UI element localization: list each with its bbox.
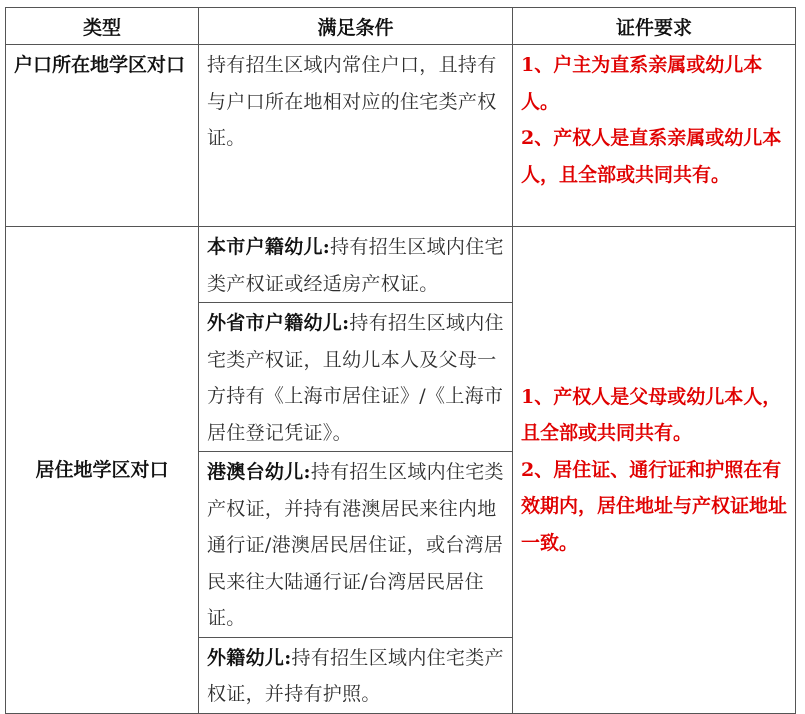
condition-label: 外省市户籍幼儿: xyxy=(207,312,350,334)
condition-label: 港澳台幼儿: xyxy=(207,461,311,483)
condition-body: 持有招生区域内住宅类产权证，且幼儿本人及父母一方持有《上海市居住证》/《上海市居住登记凭证》。 xyxy=(207,312,504,444)
condition-cell xyxy=(199,303,513,452)
table-row xyxy=(6,227,796,303)
condition-cell xyxy=(199,637,513,713)
condition-cell xyxy=(199,45,513,227)
condition-text xyxy=(199,452,512,637)
type-label: 居住地学区对口 xyxy=(35,458,169,481)
requirement-item: 1、产权人是父母或幼儿本人，且全部或共同共有。 xyxy=(521,385,782,444)
type-cell-hukou xyxy=(6,45,199,227)
condition-cell xyxy=(199,452,513,638)
requirement-item: 2、产权人是直系亲属或幼儿本人，且全部或共同共有。 xyxy=(521,127,782,186)
type-label: 户口所在地学区对口 xyxy=(14,54,186,76)
condition-body: 持有招生区域内住宅类产权证，并持有护照。 xyxy=(207,646,504,705)
requirements-cell xyxy=(513,227,796,714)
requirements-cell xyxy=(513,45,796,227)
enrollment-requirements-table xyxy=(5,7,796,714)
header-requirements: 证件要求 xyxy=(513,8,796,45)
header-type: 类型 xyxy=(6,8,199,45)
condition-text xyxy=(199,227,512,302)
table-header-row xyxy=(6,8,796,45)
requirement-item: 1、户主为直系亲属或幼儿本人。 xyxy=(521,54,763,113)
condition-cell xyxy=(199,227,513,303)
condition-body: 持有招生区域内住宅类产权证，并持有港澳居民来往内地通行证/港澳居民居住证，或台湾居民来往大陆通行证/台湾居民居住证。 xyxy=(207,461,504,629)
condition-text xyxy=(199,303,512,451)
header-condition: 满足条件 xyxy=(199,8,513,45)
condition-text: 持有招生区域内常住户口，且持有与户口所在地相对应的住宅类产权证。 xyxy=(207,54,497,149)
condition-label: 本市户籍幼儿: xyxy=(207,236,331,258)
condition-label: 外籍幼儿: xyxy=(207,646,292,669)
requirement-item: 2、居住证、通行证和护照在有效期内，居住地址与产权证地址一致。 xyxy=(521,458,788,554)
table-row xyxy=(6,45,796,227)
condition-text xyxy=(199,638,512,713)
condition-body: 持有招生区域内住宅类产权证或经适房产权证。 xyxy=(207,236,504,295)
type-cell-residence xyxy=(6,227,199,714)
